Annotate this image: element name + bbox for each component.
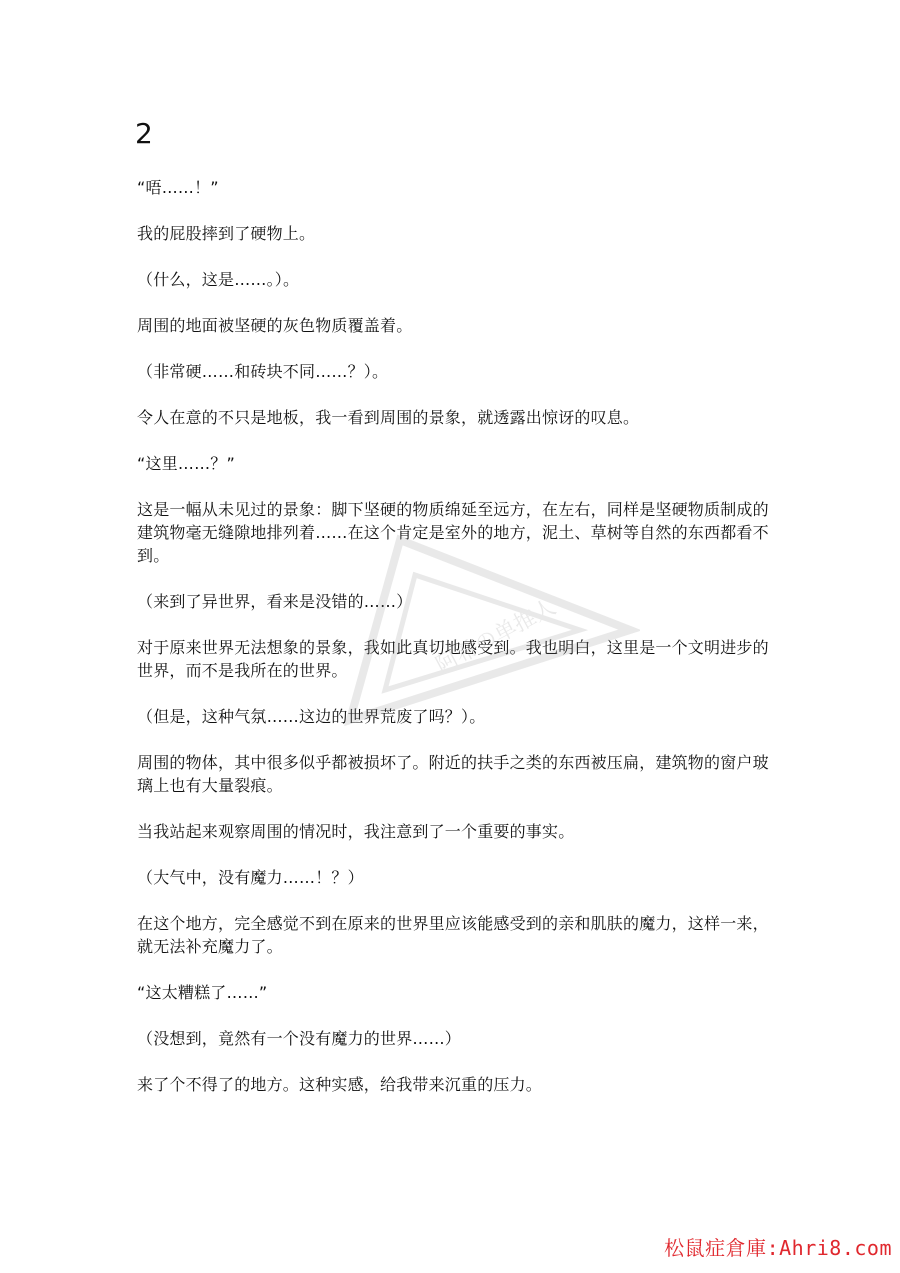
paragraph: （大气中，没有魔力……！？） — [137, 868, 364, 887]
paragraph: 对于原来世界无法想象的景象，我如此真切地感受到。我也明白，这里是一个文明进步的世界，而不是我所在的世界。 — [137, 638, 769, 680]
paragraph: 在这个地方，完全感觉不到在原来的世界里应该能感受到的亲和肌肤的魔力，这样一来，就无法补充魔力了。 — [137, 914, 769, 956]
paragraph: （没想到，竟然有一个没有魔力的世界……） — [137, 1029, 462, 1048]
paragraph: （但是，这种气氛……这边的世界荒废了吗？）。 — [137, 707, 486, 726]
paragraph: 令人在意的不只是地板，我一看到周围的景象，就透露出惊讶的叹息。 — [137, 408, 640, 427]
paragraph: （来到了异世界，看来是没错的……） — [137, 592, 413, 611]
watermark-text: 阿希の单推人 — [431, 594, 561, 679]
paragraph: “这里……？” — [137, 454, 235, 473]
footer-watermark: 松鼠症倉庫:Ahri8.com — [664, 1236, 892, 1260]
paragraph: 来了个不得了的地方。这种实感，给我带来沉重的压力。 — [137, 1075, 543, 1094]
paragraph: （非常硬……和砖块不同……？）。 — [137, 362, 389, 381]
paragraph: “唔……！” — [137, 178, 219, 197]
paragraph: “这太糟糕了……” — [137, 983, 268, 1002]
paragraph: 我的屁股摔到了硬物上。 — [137, 224, 316, 243]
paragraph: （什么，这是……。）。 — [137, 270, 300, 289]
paragraph: 周围的物体，其中很多似乎都被损坏了。附近的扶手之类的东西被压扁，建筑物的窗户玻璃上也有大量裂痕。 — [137, 753, 769, 795]
paragraph: 这是一幅从未见过的景象：脚下坚硬的物质绵延至远方，在左右，同样是坚硬物质制成的建筑物毫无缝隙地排列着……在这个肯定是室外的地方，泥土、草树等自然的东西都看不到。 — [137, 500, 769, 565]
paragraph: 周围的地面被坚硬的灰色物质覆盖着。 — [137, 316, 413, 335]
chapter-number: 2 — [135, 117, 153, 150]
chapter-body — [137, 176, 777, 1119]
paragraph: 当我站起来观察周围的情况时，我注意到了一个重要的事实。 — [137, 822, 575, 841]
